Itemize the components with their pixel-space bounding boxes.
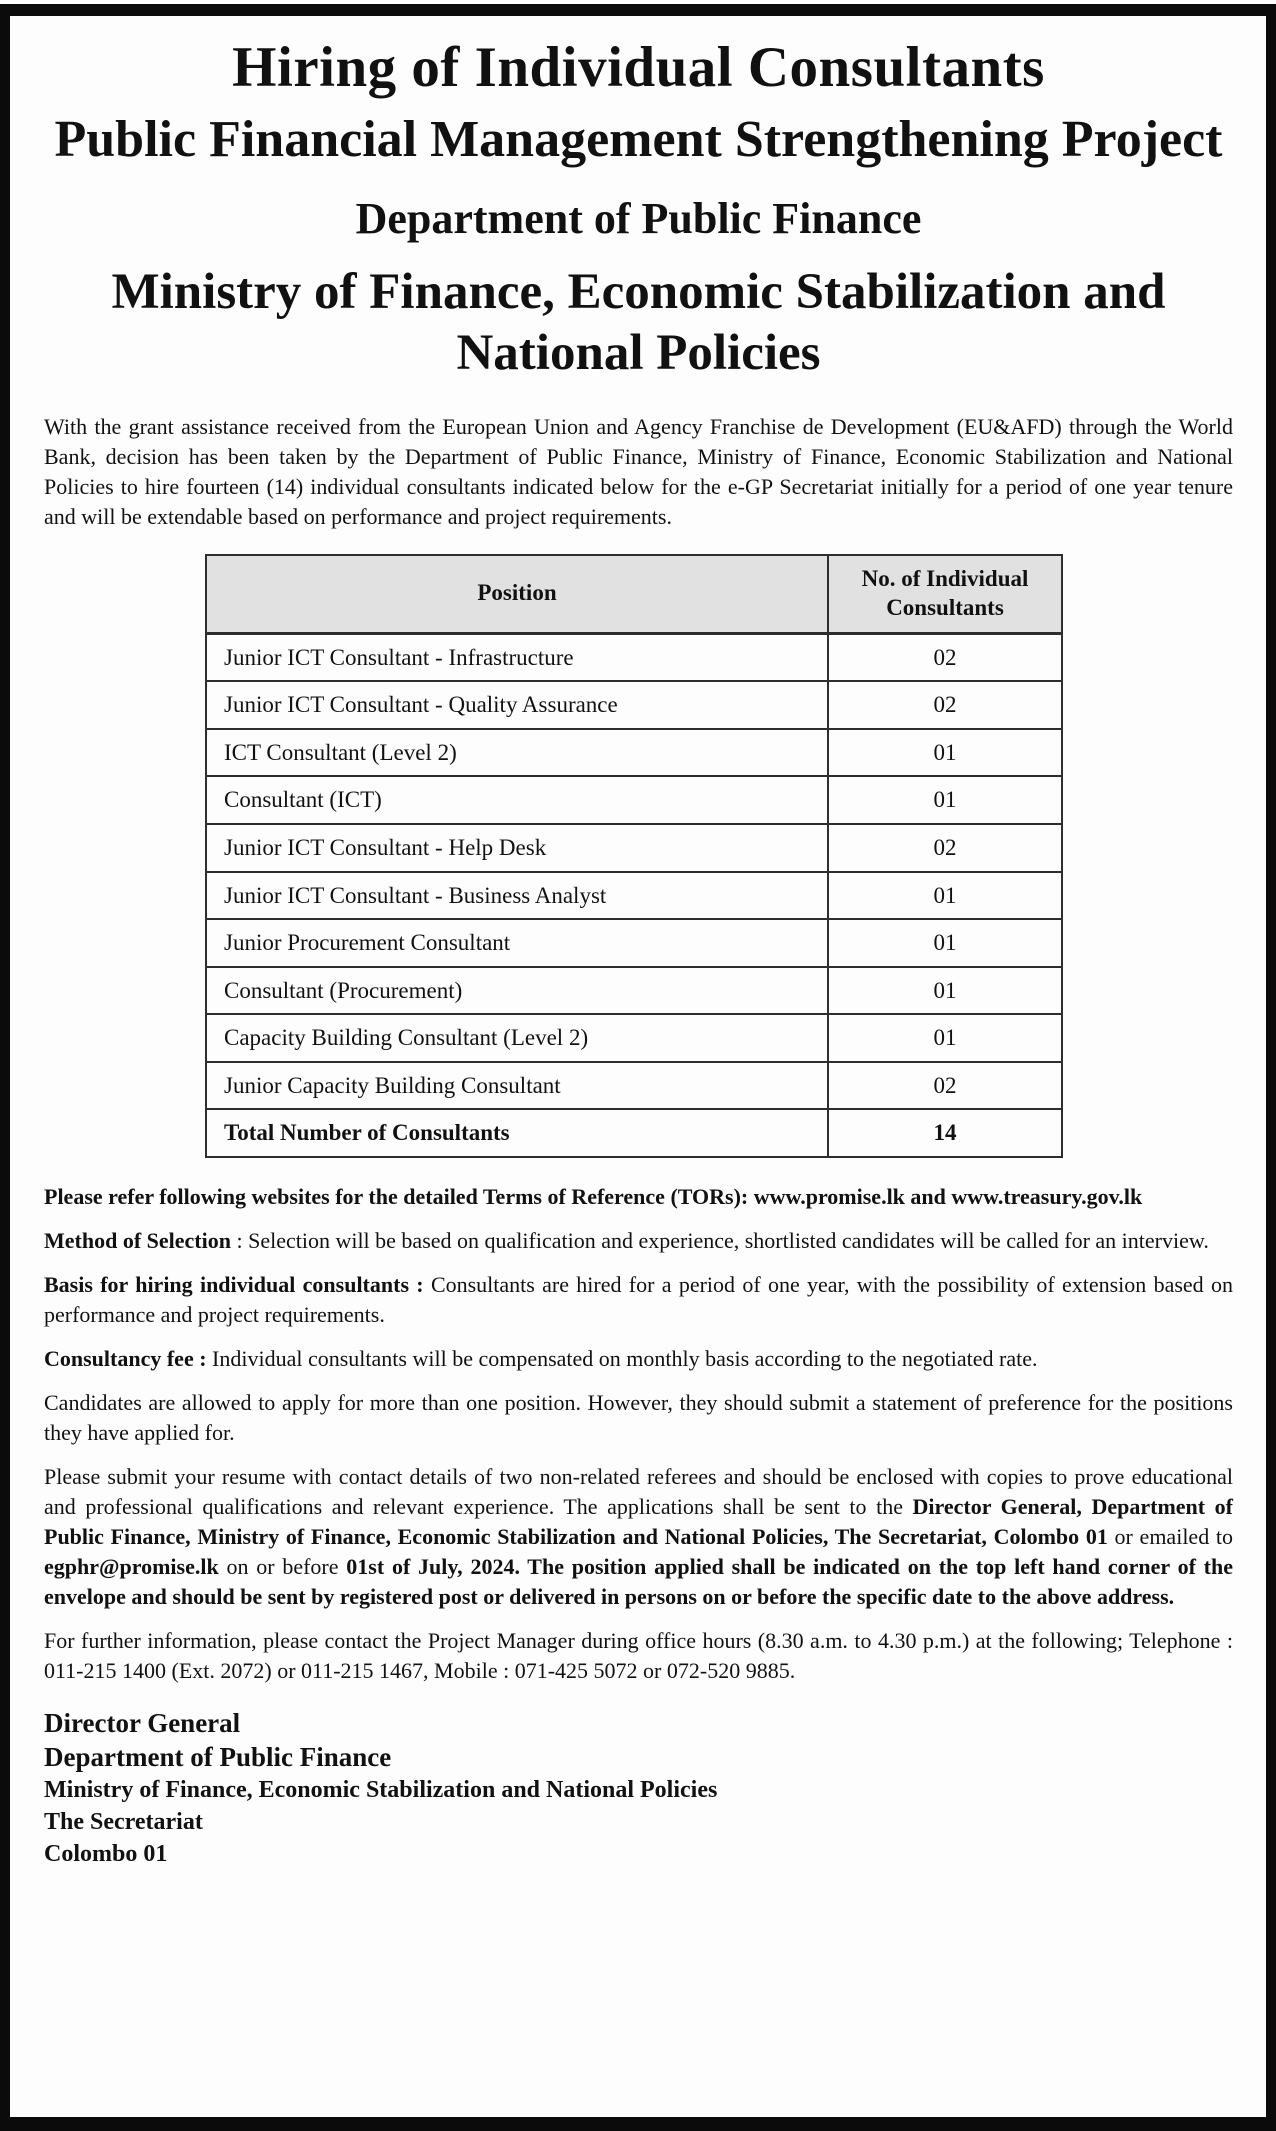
signature-secretariat: The Secretariat xyxy=(44,1809,203,1836)
candidates-paragraph: Candidates are allowed to apply for more than one position. However, they should submit a statement of preference for the positions they have applied for. xyxy=(44,1390,1233,1446)
consultancy-fee-paragraph xyxy=(44,1344,1233,1374)
department-title: Department of Public Finance xyxy=(355,194,922,244)
ministry-title: Ministry of Finance, Economic Stabilization and National Policies xyxy=(111,263,1166,381)
table-row xyxy=(206,729,1062,777)
signature-block xyxy=(44,1706,1233,1870)
position-cell: Junior Procurement Consultant xyxy=(206,919,828,967)
table-row xyxy=(206,919,1062,967)
signature-department: Department of Public Finance xyxy=(44,1742,392,1773)
count-cell: 02 xyxy=(828,824,1062,872)
count-column-header: No. of Individual Consultants xyxy=(828,555,1062,633)
consultancy-fee-label: Consultancy fee : xyxy=(44,1346,207,1372)
method-of-selection-text: : Selection will be based on qualification and experience, shortlisted candidates will be called for an interview. xyxy=(230,1228,1209,1254)
consultancy-fee-text: Individual consultants will be compensated on monthly basis according to the negotiated rate. xyxy=(206,1346,1038,1372)
submission-paragraph xyxy=(44,1462,1233,1612)
basis-for-hiring-paragraph xyxy=(44,1270,1233,1330)
email-address: egphr@promise.lk xyxy=(44,1554,219,1580)
position-cell: Junior ICT Consultant - Quality Assurance xyxy=(206,681,828,729)
count-cell: 02 xyxy=(828,1062,1062,1110)
table-row xyxy=(206,967,1062,1015)
count-cell: 01 xyxy=(828,919,1062,967)
signature-city: Colombo 01 xyxy=(44,1841,168,1868)
contact-info-paragraph: For further information, please contact the Project Manager during office hours (8.30 a.m. to 4.30 p.m.) at the following; Telephone : 011-215 1400 (Ext. 2072) or 011-215 1467, Mobile : 071-425 5072 or 072-520 9885. xyxy=(44,1628,1233,1684)
submission-intro-text: Please submit your resume with contact details of two non-related referees and should be enclosed with copies to prove educational and professional qualifications and relevant experience. The applications shall be sent to the xyxy=(44,1464,1233,1520)
count-cell: 02 xyxy=(828,681,1062,729)
page-frame xyxy=(0,4,1276,2131)
basis-for-hiring-text: Consultants are hired for a period of one year, with the possibility of extension based on performance and project requirements. xyxy=(44,1272,1233,1328)
position-cell: Junior ICT Consultant - Infrastructure xyxy=(206,633,828,681)
method-of-selection-paragraph xyxy=(44,1226,1233,1256)
count-cell: 01 xyxy=(828,729,1062,777)
table-row xyxy=(206,872,1062,920)
table-row xyxy=(206,1014,1062,1062)
count-cell: 01 xyxy=(828,872,1062,920)
count-cell: 01 xyxy=(828,967,1062,1015)
count-cell: 01 xyxy=(828,776,1062,824)
table-row xyxy=(206,776,1062,824)
table-header-row xyxy=(206,555,1062,633)
main-title: Hiring of Individual Consultants xyxy=(232,36,1045,99)
table-row xyxy=(206,633,1062,681)
table-row xyxy=(206,681,1062,729)
table-total-row xyxy=(206,1109,1062,1157)
deadline-text: 01st of July, 2024. The position applied shall be indicated on the top left hand corner of the envelope and should be sent by registered post or delivered in persons on or before the specific date to the above address. xyxy=(44,1554,1233,1610)
method-of-selection-label: Method of Selection xyxy=(44,1228,231,1254)
recipient-address: Director General, Department of Public Finance, Ministry of Finance, Economic Stabilization and National Policies, The Secretariat, Colombo 01 xyxy=(44,1494,1233,1550)
intro-paragraph: With the grant assistance received from the European Union and Agency Franchise de Development (EU&AFD) through the World Bank, decision has been taken by the Department of Public Finance, Ministry of Finance, Economic Stabilization and National Policies to hire fourteen (14) individual consultants indicated below for the e-GP Secretariat initially for a period of one year tenure and will be extendable based on performance and project requirements. xyxy=(44,414,1233,530)
position-cell: Junior ICT Consultant - Business Analyst xyxy=(206,872,828,920)
position-cell: Junior Capacity Building Consultant xyxy=(206,1062,828,1110)
table-row xyxy=(206,824,1062,872)
position-column-header: Position xyxy=(206,555,828,633)
total-value-cell: 14 xyxy=(828,1109,1062,1157)
submission-mid-text: or emailed to xyxy=(1107,1524,1233,1550)
position-cell: Consultant (Procurement) xyxy=(206,967,828,1015)
position-cell: Consultant (ICT) xyxy=(206,776,828,824)
signature-title: Director General xyxy=(44,1708,241,1739)
count-cell: 02 xyxy=(828,633,1062,681)
submission-before-text: on or before xyxy=(218,1554,347,1580)
project-title: Public Financial Management Strengthening Project xyxy=(54,110,1223,168)
position-cell: Capacity Building Consultant (Level 2) xyxy=(206,1014,828,1062)
signature-ministry: Ministry of Finance, Economic Stabilization and National Policies xyxy=(44,1777,718,1804)
position-cell: Junior ICT Consultant - Help Desk xyxy=(206,824,828,872)
websites-paragraph: Please refer following websites for the detailed Terms of Reference (TORs): www.promise.lk and www.treasury.gov.lk xyxy=(44,1184,1143,1210)
positions-table xyxy=(205,554,1063,1158)
position-cell: ICT Consultant (Level 2) xyxy=(206,729,828,777)
table-row xyxy=(206,1062,1062,1110)
total-label-cell: Total Number of Consultants xyxy=(206,1109,828,1157)
basis-for-hiring-label: Basis for hiring individual consultants : xyxy=(44,1272,424,1298)
count-cell: 01 xyxy=(828,1014,1062,1062)
